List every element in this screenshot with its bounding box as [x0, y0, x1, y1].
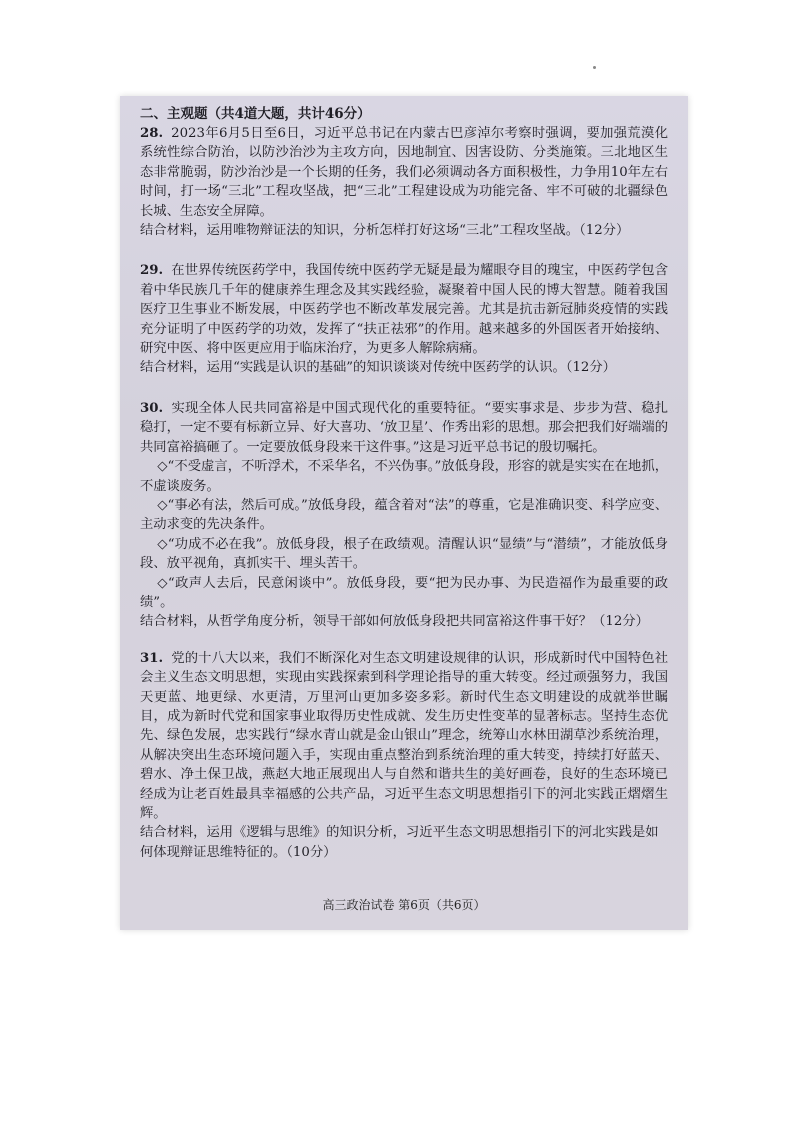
question-29-body [140, 261, 668, 358]
question-text: 党的十八大以来，我们不断深化对生态文明建设规律的认识，形成新时代中国特色社会主义生态文明思想，实现由实践探索到科学理论指导的重大转变。经过顽强努力，我国天更蓝、地更绿、水更清，万里河山更加多姿多彩。新时代生态文明建设的成就举世瞩目，成为新时代党和国家事业取得历史性成就、发生历史性变革的显著标志。坚持生态优先、绿色发展，忠实践行“绿水青山就是金山银山”理念，统筹山水林田湖草沙系统治理，从解决突出生态环境问题入手，实现由重点整治到系统治理的重大转变，持续打好蓝天、碧水、净土保卫战，燕赵大地正展现出人与自然和谐共生的美好画卷，良好的生态环境已经成为让老百姓最具幸福感的公共产品，习近平生态文明思想指引下的河北实践正熠熠生辉。 [140, 650, 668, 821]
question-prompt: 结合材料，运用“实践是认识的基础”的知识谈谈对传统中医药学的认识。（12分） [140, 360, 616, 376]
question-text: 实现全体人民共同富裕是中国式现代化的重要特征。“要实事求是、步步为营、稳扎稳打，一定不要有标新立异、好大喜功、‘放卫星’、作秀出彩的思想。那会把我们好端端的共同富裕搞砸了。一定要放低身段来干这件事。”这是习近平总书记的殷切嘱托。 [140, 400, 668, 455]
question-number: 30. [140, 400, 164, 416]
quote-bullet: ◇“事必有法，然后可成。”放低身段，蕴含着对“法”的尊重，它是准确识变、科学应变、主动求变的先决条件。 [140, 497, 668, 533]
question-31-body [140, 649, 668, 824]
quote-bullet: ◇“不受虚言，不听浮术，不采华名，不兴伪事。”放低身段，形容的就是实实在在地抓，不虚谈废务。 [140, 459, 668, 494]
spacer [140, 632, 668, 649]
quote-bullet: ◇“政声人去后，民意闲谈中”。放低身段，要“把为民办事、为民造福作为最重要的政绩”。 [140, 575, 668, 610]
exam-page [120, 96, 688, 930]
spacer [140, 378, 668, 399]
spacer [140, 240, 668, 261]
quote-bullet: ◇“功成不必在我”。放低身段，根子在政绩观。清醒认识“显绩”与“潜绩”，才能放低身段、放平视角，真抓实干、埋头苦干。 [140, 536, 668, 572]
question-text: 在世界传统医药学中，我国传统中医药学无疑是最为耀眼夺目的瑰宝，中医药学包含着中华民族几千年的健康养生理念及其实践经验，凝聚着中国人民的博大智慧。随着我国医疗卫生事业不断发展，中医药学也不断改革发展完善。尤其是抗击新冠肺炎疫情的实践充分证明了中医药学的功效，发挥了“扶正祛邪”的作用。越来越多的外国医者开始接纳、研究中医、将中医更应用于临床治疗，为更多人解除病痛。 [140, 263, 668, 357]
question-prompt: 结合材料，运用《逻辑与思维》的知识分析，习近平生态文明思想指引下的河北实践是如何体现辩证思维特征的。（10分） [140, 825, 659, 860]
question-28-body [140, 124, 668, 221]
question-number: 29. [140, 263, 164, 279]
question-text: 2023年6月5日至6日，习近平总书记在内蒙古巴彦淖尔考察时强调，要加强荒漠化系统性综合防治，以防沙治沙为主攻方向，因地制宜、因害设防、分类施策。三北地区生态非常脆弱，防沙治沙是一个长期的任务，我们必须调动各方面积极性，力争用10年左右时间，打一场“三北”工程攻坚战，把“三北”工程建设成为功能完备、牢不可破的北疆绿色长城、生态安全屏障。 [140, 126, 668, 219]
question-31 [140, 649, 668, 862]
question-prompt: 结合材料，运用唯物辩证法的知识，分析怎样打好这场“三北”工程攻坚战。（12分） [140, 223, 630, 239]
question-number: 31. [140, 650, 164, 666]
question-30 [140, 399, 668, 632]
question-29 [140, 261, 668, 377]
page-footer: 高三政治试卷 第6页（共6页） [322, 898, 486, 912]
section-title: 二、主观题（共4道大题，共计46分） [140, 106, 371, 122]
question-28 [140, 124, 668, 240]
question-prompt: 结合材料，从哲学角度分析，领导干部如何放低身段把共同富裕这件事干好？（12分） [140, 614, 649, 630]
speck-dot [593, 66, 596, 69]
question-30-body [140, 399, 668, 457]
question-number: 28. [140, 126, 164, 141]
